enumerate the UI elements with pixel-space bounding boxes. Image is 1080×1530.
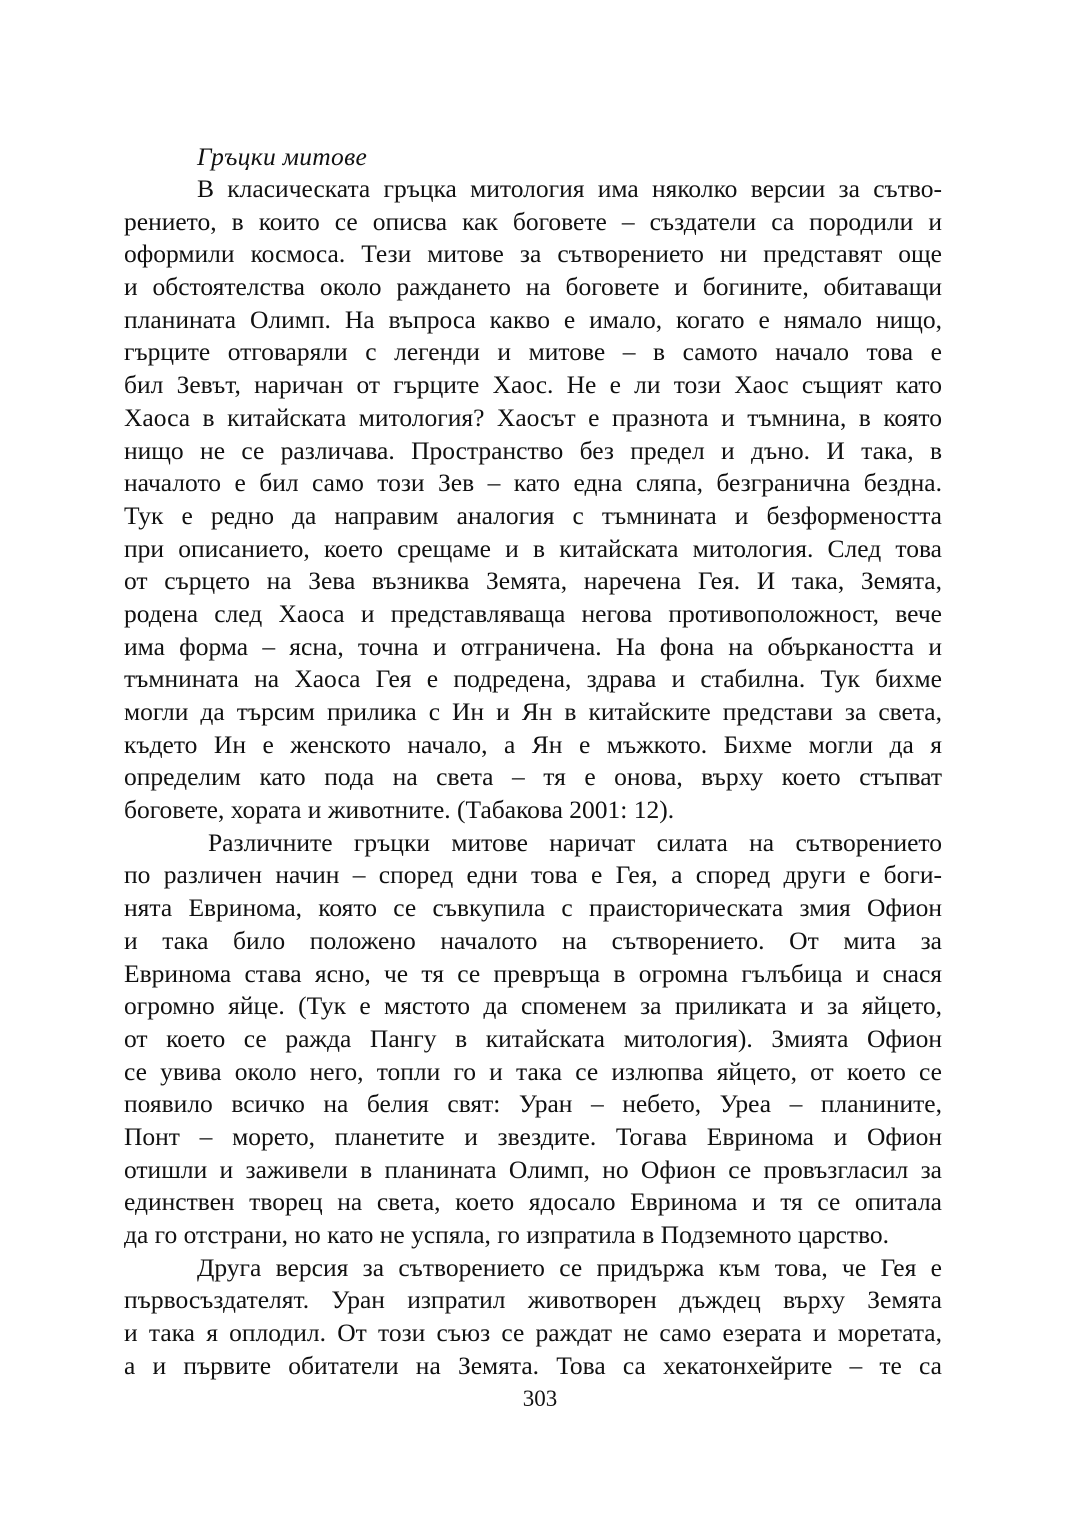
text-line: има форма – ясна, точна и отграничена. На фона на объркаността и — [124, 631, 942, 661]
text-line: оформили космоса. Тези митове за сътворението ни представят още — [124, 239, 942, 269]
text-line: а и първите обитатели на Земята. Това са хекатонхейрите – те са — [124, 1350, 942, 1380]
text-line: Друга версия за сътворението се придържа към това, че Гея е — [197, 1252, 942, 1282]
text-line: от сърцето на Зева възниква Земята, наречена Гея. И така, Земята, — [124, 566, 942, 596]
text-line: и така я оплодил. От този съюз се раждат не само езерата и моретата, — [124, 1318, 942, 1348]
text-line: където Ин е женското начало, а Ян е мъжкото. Бихме могли да я — [124, 729, 942, 759]
text-line: боговете, хората и животните. (Табакова 2001: 12). — [124, 795, 675, 825]
text-line: родена след Хаоса и представляваща негова противоположност, вече — [124, 598, 942, 628]
text-line: отишли и заживели в планината Олимп, но Офион се провъзгласил за — [124, 1154, 942, 1184]
text-line: определим като пода на света – тя е онова, върху което стъпват — [124, 762, 942, 792]
paragraph — [124, 173, 942, 827]
text-line: бил Зевът, наричан от гърците Хаос. Не е ли този Хаос същият като — [124, 370, 942, 400]
text-line: се увива около него, топли го и така се излюпва яйцето, от което се — [124, 1056, 942, 1086]
text-line: рението, в които се описва как боговете – създатели са породили и — [124, 206, 942, 236]
text-line: по различен начин – според едни това е Гея, а според други е боги- — [124, 860, 942, 890]
text-line: и обстоятелства около раждането на боговете и богините, обитаващи — [124, 272, 942, 302]
text-line: и така било положено началото на сътворението. От мита за — [124, 925, 942, 955]
text-line: гърците отговаряли с легенди и митове – в самото начало това е — [124, 337, 942, 367]
section-title: Гръцки митове — [197, 142, 368, 171]
text-line: огромно яйце. (Тук е мястото да споменем за приликата и за яйцето, — [124, 991, 942, 1021]
page-body — [124, 140, 942, 1382]
text-line: единствен творец на света, което ядосало Евринома и тя се опитала — [124, 1187, 942, 1217]
text-line: Понт – морето, планетите и звездите. Тогава Евринома и Офион — [124, 1121, 942, 1151]
paragraph — [124, 827, 942, 1252]
text-line: нята Евринома, която се съвкупила с праисторическата змия Офион — [124, 893, 942, 923]
paragraphs-container — [124, 173, 942, 1382]
text-line: Тук е редно да направим аналогия с тъмнината и безформеността — [124, 500, 942, 530]
paragraph — [124, 1252, 942, 1383]
text-line: да го отстрани, но като не успяла, го изпратила в Подземното царство. — [124, 1220, 890, 1249]
text-line: тъмнината на Хаоса Гея е подредена, здрава и стабилна. Тук бихме — [124, 664, 942, 694]
text-line: планината Олимп. На въпроса какво е имало, когато е нямало нищо, — [124, 304, 942, 334]
text-line: В класическата гръцка митология има няколко версии за сътво- — [197, 174, 942, 203]
page-number: 303 — [522, 1386, 558, 1411]
text-line: Хаоса в китайската митология? Хаосът е празнота и тъмнина, в която — [124, 402, 942, 432]
text-line: началото е бил само този Зев – като една сляпа, безгранична бездна. — [124, 468, 942, 498]
text-line: Евринома става ясно, че тя се превръща в огромна гълъбица и снася — [124, 958, 942, 988]
text-line: появило всичко на белия свят: Уран – небето, Уреа – планините, — [124, 1089, 942, 1119]
text-line: от което се ражда Пангу в китайската митология). Змията Офион — [124, 1023, 942, 1053]
text-line: първосъздателят. Уран изпратил животворен дъждец върху Земята — [124, 1285, 942, 1315]
text-line: могли да търсим прилика с Ин и Ян в китайските представи за света, — [124, 697, 942, 726]
text-line: Различните гръцки митове наричат силата на сътворението — [208, 827, 942, 857]
text-line: нищо не се различава. Пространство без предел и дъно. И така, в — [124, 435, 942, 465]
text-line: при описанието, което срещаме и в китайската митология. След това — [124, 533, 942, 563]
